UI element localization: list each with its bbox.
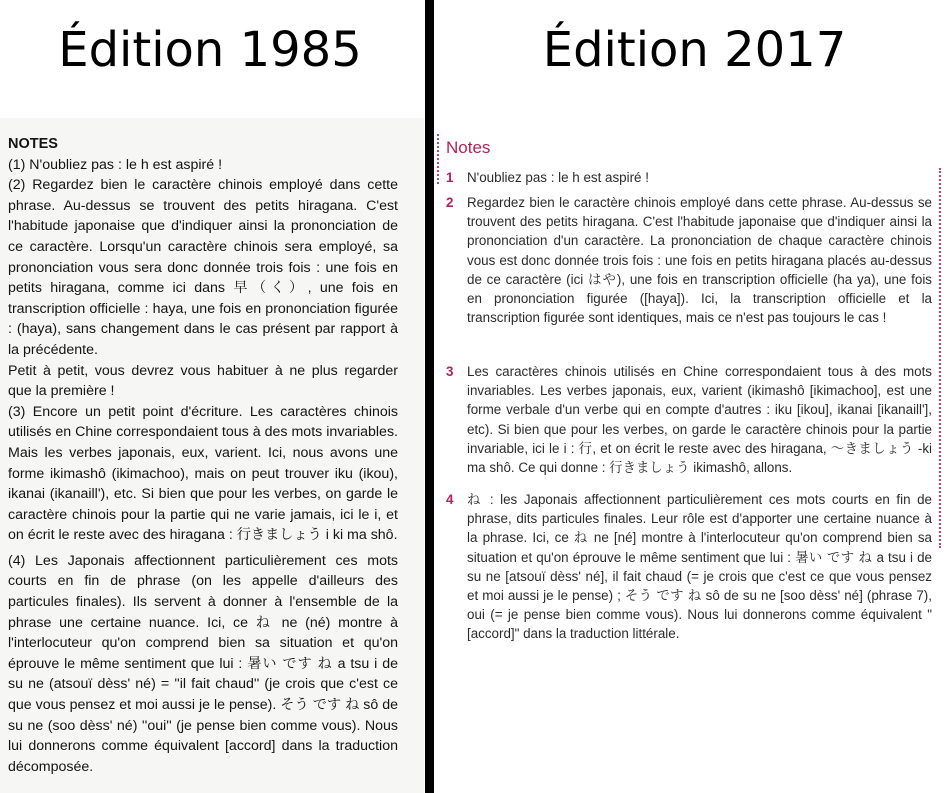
note-text: N'oubliez pas : le h est aspiré ! (467, 170, 649, 185)
notes-heading-1985: NOTES (8, 136, 58, 152)
note-1985-3: (3) Encore un petit point d'écriture. Les caractères chinois utilisés en Chine correspondaient tous à des mots invariables. Mais les verbes japonais, eux, varient. Ici, nous avons une forme ikimashô (ikimachoo), mais on peut trouver iku (ikou), ikanai (ikanaill'), etc. Si bien que pour les verbes, on garde le caractère chinois pour la partie qui ne varie jamais, ici le i, et on écrit le reste avec des hiragana : 行きましょう i ki ma shô. (8, 403, 398, 544)
note-1985-2: (2) Regardez bien le caractère chinois employé dans cette phrase. Au-dessus se trouvent des petits hiragana. C'est l'habitude japonaise que d'indiquer ainsi la prononciation de ce caractère. Lorsqu'un caractère chinois sera employé, sa prononciation vous sera donc donnée trois fois : une fois en petits hiragana, comme ici dans 早（く）, une fois en transcription officielle : haya, une fois en prononciation figurée : (haya), sans changement dans le cas présent par rapport à la précédente. (8, 177, 398, 358)
notes-heading-2017: Notes (446, 138, 491, 157)
note-1985-4: (4) Les Japonais affectionnent particulièrement ces mots courts en fin de phrase (on les appelle d'ailleurs des particules finales). Ils servent à donner à l'ensemble de la phrase une certaine nuance. Ici, ce ね ne (né) montre à l'interlocuteur qu'on comprend bien sa situation et qu'on éprouve le même sentiment que lui : 暑い です ね a tsu i de su ne (atsouï dèss' né) = ''il fait chaud'' (je crois que c'est ce que vous pensez et moi aussi je le pense). そう です ね sô de su ne (soo dèss' né) ''oui'' (je pense bien comme vous). Nous lui donnerons comme équivalent [accord] dans la traduction décomposée. (8, 552, 398, 775)
dotted-margin-right (939, 168, 941, 548)
dotted-margin-left (437, 134, 439, 184)
note-1985-1: (1) N'oubliez pas : le h est aspiré ! (8, 156, 223, 173)
note-number: 1 (446, 170, 454, 185)
center-divider (425, 0, 434, 793)
note-number: 3 (446, 364, 454, 379)
note-2017-3 (446, 362, 932, 477)
edition-1985-scan (0, 118, 424, 793)
edition-2017-page (434, 118, 944, 793)
edition-2017-title: Édition 2017 (542, 22, 847, 78)
note-2017-4 (446, 490, 932, 644)
note-number: 2 (446, 195, 454, 210)
note-1985-2-continued: Petit à petit, vous devrez vous habituer à ne plus regarder que la première ! (8, 362, 398, 400)
note-text: Regardez bien le caractère chinois employé dans cette phrase. Au-dessus se trouvent des petits hiragana. C'est l'habitude japonaise que d'indiquer ainsi la prononciation d'un caractère. La prononciation de chaque caractère chinois vous est donc donnée trois fois : une fois en petits hiragana placés au-dessus de ce caractère (ici はや), une fois en transcription officielle (ha ya), une fois en prononciation figurée ([haya]). Ici, la transcription officielle et la transcription figurée sont identiques, mais ce n'est pas toujours le cas ! (467, 195, 932, 326)
edition-1985-title: Édition 1985 (58, 22, 362, 78)
note-text: ね : les Japonais affectionnent particulièrement ces mots courts en fin de phrase, dits particules finales. Leur rôle est d'apporter une certaine nuance à la phrase. Ici, ce ね ne [né] montre à l'interlocuteur qu'on comprend bien sa situation et qu'on éprouve le même sentiment que lui : 暑い です ね a tsu i de su ne [atsouï dèss' né], il fait chaud (= je crois que c'est ce que vous pensez et moi aussi je le pense) ; そう です ね sô de su ne [soo dèss' né] (phrase 7), oui (= je pense bien comme vous). Nous lui donnerons comme équivalent "[accord]" dans la traduction littérale. (467, 492, 932, 642)
note-text: Les caractères chinois utilisés en Chine correspondaient tous à des mots invariables. Les verbes japonais, eux, varient (ikimashô [ikimachoo], est une forme verbale d'un verbe qui en compte d'autres : iku [ikou], ikanai [ikanaill'], etc). Si bien que pour les verbes, on garde le caractère chinois pour la partie invariable, ici le i : 行, et on écrit le reste avec des hiragana, ～きましょう -ki ma shô. Ce qui donne : 行きましょう ikimashô, allons. (467, 364, 932, 476)
note-2017-2 (446, 193, 932, 327)
note-2017-1 (446, 168, 932, 187)
note-number: 4 (446, 492, 454, 507)
edition-1985-notes (8, 134, 398, 777)
